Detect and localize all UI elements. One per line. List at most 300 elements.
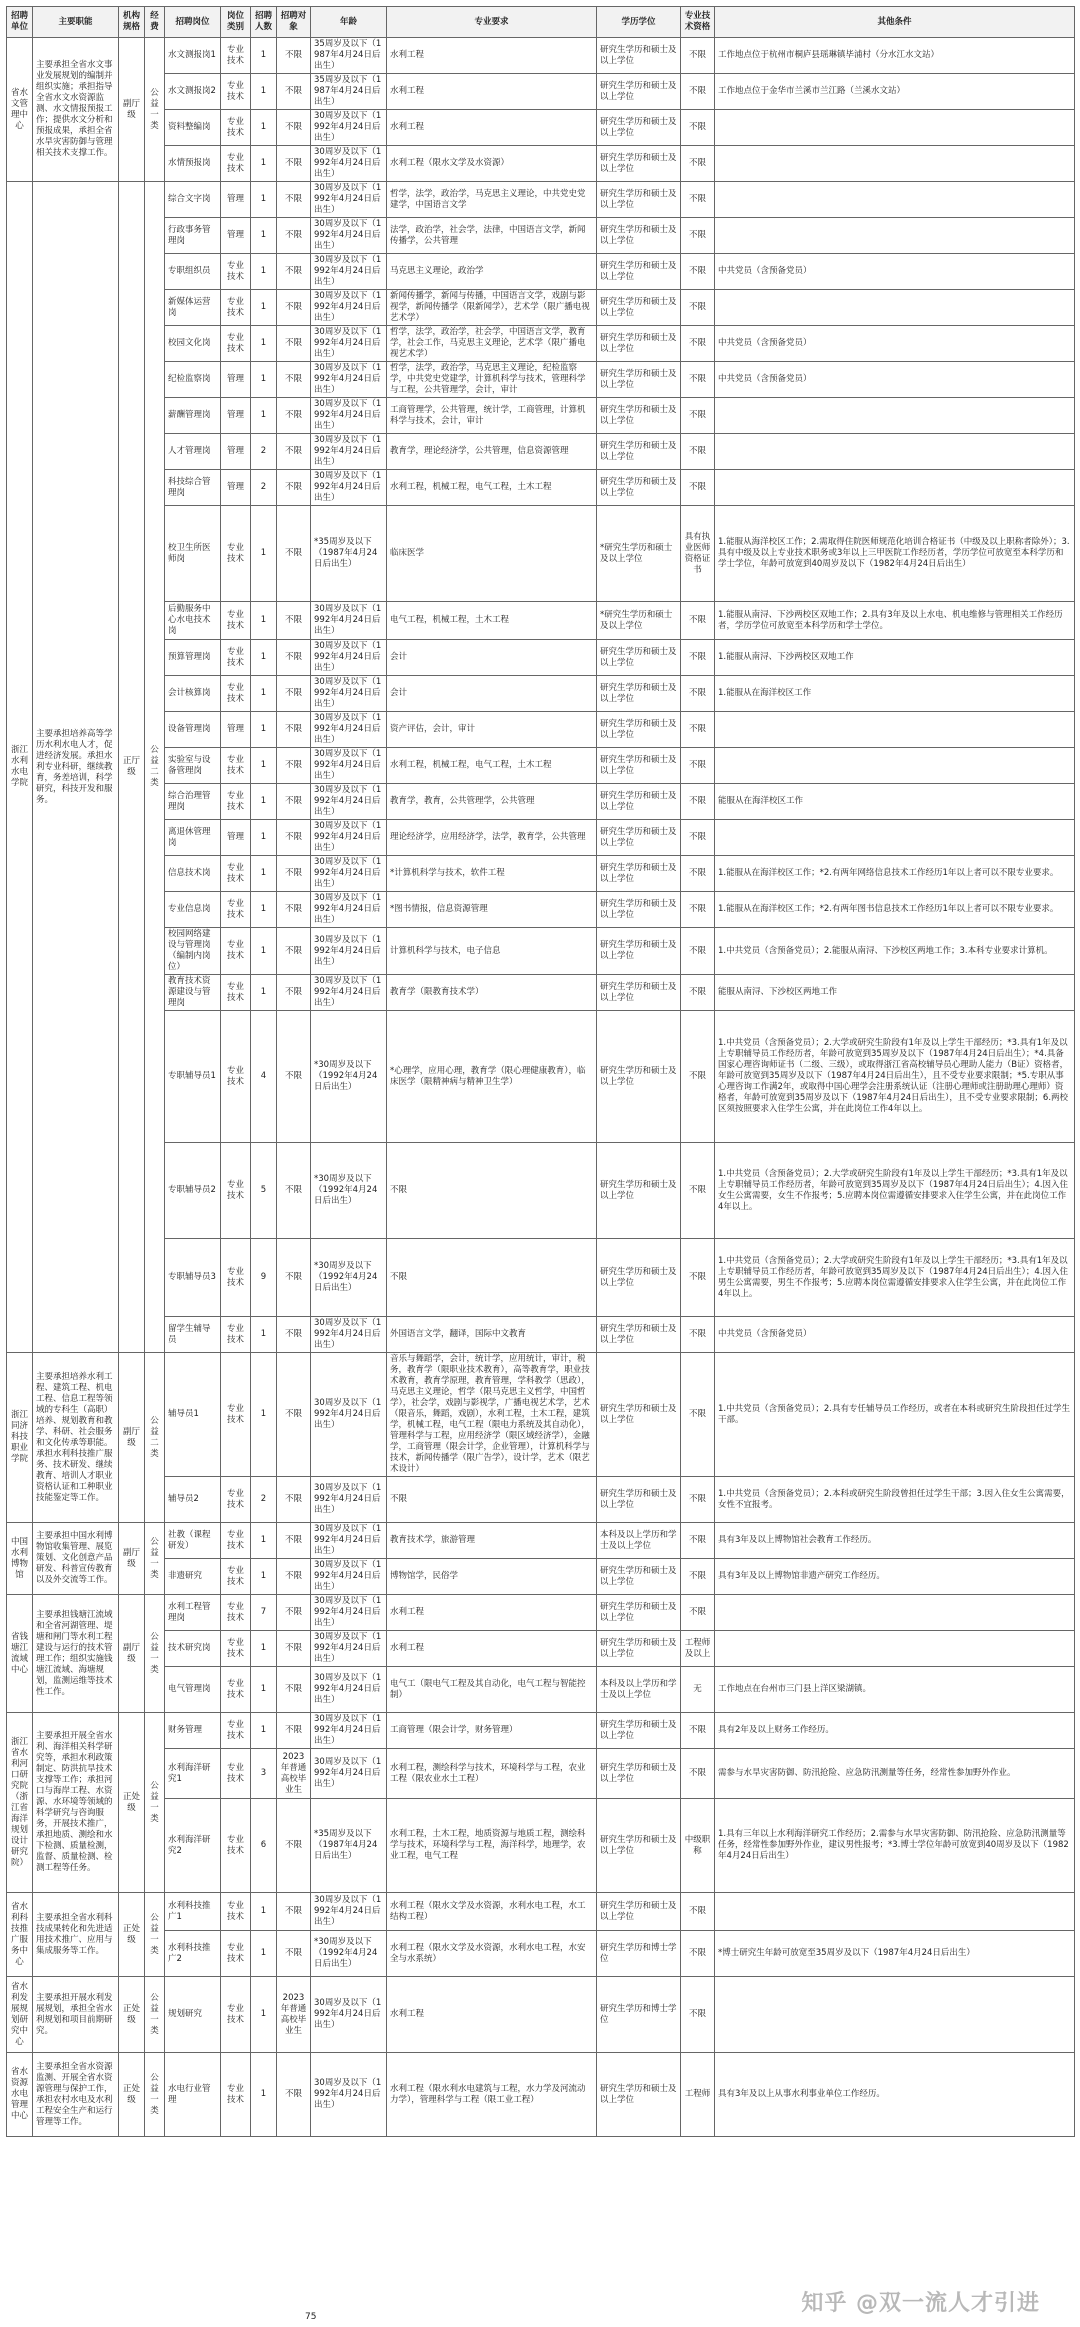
job-qualification: 不限 [681,38,715,74]
job-age: 30周岁及以下（1992年4月24日后出生） [311,2053,387,2137]
job-title: 水利科技推广1 [165,1893,221,1931]
job-age: 30周岁及以下（1992年4月24日后出生） [311,1317,387,1353]
job-count: 1 [251,820,277,856]
job-type: 专业技术 [221,1353,251,1477]
job-other [715,434,1075,470]
job-age: 30周岁及以下（1992年4月24日后出生） [311,1749,387,1799]
job-age: 30周岁及以下（1992年4月24日后出生） [311,1977,387,2053]
job-title: 财务管理 [165,1713,221,1749]
table-row [7,506,1075,602]
table-row [7,38,1075,74]
job-major: 工商管理（限会计学，财务管理） [387,1713,597,1749]
job-target: 不限 [277,928,311,975]
job-education: 研究生学历和硕士及以上学位 [597,784,681,820]
job-education: 研究生学历和硕士及以上学位 [597,362,681,398]
job-title: 辅导员1 [165,1353,221,1477]
watermark: 知乎 @双一流人才引进 [801,2291,1040,2316]
job-other: 工作地点位于杭州市桐庐县瑶琳镇毕浦村（分水江水文站） [715,38,1075,74]
job-count: 1 [251,1631,277,1667]
table-row [7,1977,1075,2053]
job-qualification: 不限 [681,362,715,398]
job-type: 专业技术 [221,38,251,74]
table-row [7,676,1075,712]
job-education: 研究生学历和硕士及以上学位 [597,1239,681,1317]
job-count: 1 [251,712,277,748]
job-major: *心理学，应用心理，教育学（限心理健康教育），临床医学（限精神病与精神卫生学） [387,1011,597,1143]
job-other: 1.能服从在海洋校区工作；*2.有两年网络信息技术工作经历1年以上者可以不限专业要求。 [715,856,1075,892]
job-education: *研究生学历和硕士及以上学位 [597,602,681,640]
job-target: 不限 [277,2053,311,2137]
job-type: 专业技术 [221,748,251,784]
unit-level: 正处级 [119,2053,145,2137]
table-row [7,1595,1075,1631]
job-major: 新闻传播学，新闻与传播，中国语言文学，戏剧与影视学，新闻传播学（限新闻学），艺术学（限广播电视艺术学） [387,290,597,326]
job-type: 专业技术 [221,146,251,182]
job-major: 马克思主义理论，政治学 [387,254,597,290]
unit-name: 浙江省水利河口研究院（浙江省海洋规划设计研究院） [7,1713,33,1893]
table-row [7,1239,1075,1317]
unit-name: 省水资源水电管理中心 [7,2053,33,2137]
job-qualification: 不限 [681,1477,715,1523]
job-education: 研究生学历和硕士及以上学位 [597,1631,681,1667]
job-age: 30周岁及以下（1992年4月24日后出生） [311,712,387,748]
job-age: 30周岁及以下（1992年4月24日后出生） [311,218,387,254]
job-qualification: 工程师 [681,2053,715,2137]
unit-duty: 主要承担培养高等学历水利水电人才，促进经济发展。承担水利专业科研，继续教育，务差培训，科学研究，科技开发和服务。 [33,182,119,1353]
job-qualification: 不限 [681,892,715,928]
unit-duty: 主要承担中国水利博物馆收集管理、展览策划、文化创意产品研发、科普宣传教育以及外交流等工作。 [33,1523,119,1595]
job-title: 社教（课程研发） [165,1523,221,1559]
job-major: 哲学，法学，政治学，社会学，中国语言文学，教育学，社会工作，马克思主义理论，艺术学（限广播电视艺术学） [387,326,597,362]
job-target: 不限 [277,506,311,602]
table-row [7,254,1075,290]
job-count: 1 [251,1893,277,1931]
job-major: 不限 [387,1239,597,1317]
job-education: 研究生学历和硕士及以上学位 [597,928,681,975]
column-header: 招聘对象 [277,7,311,38]
column-header: 专业技术资格 [681,7,715,38]
job-other: 需参与水旱灾害防御、防汛抢险、应急防汛测量等任务，经常性参加野外作业。 [715,1749,1075,1799]
job-age: *35周岁及以下（1987年4月24日后出生） [311,506,387,602]
job-type: 专业技术 [221,1143,251,1239]
job-count: 1 [251,1353,277,1477]
table-row [7,1631,1075,1667]
job-major: 教育学，理论经济学，公共管理，信息资源管理 [387,434,597,470]
job-target: 不限 [277,1239,311,1317]
job-education: 研究生学历和硕士及以上学位 [597,1143,681,1239]
job-target: 不限 [277,1631,311,1667]
job-type: 专业技术 [221,1977,251,2053]
job-qualification: 不限 [681,712,715,748]
job-type: 专业技术 [221,1893,251,1931]
job-title: 校卫生所医师岗 [165,506,221,602]
table-row [7,1893,1075,1931]
job-education: 研究生学历和硕士及以上学位 [597,712,681,748]
job-age: 30周岁及以下（1992年4月24日后出生） [311,1595,387,1631]
job-major: 水利工程（限水文学及水资源） [387,146,597,182]
job-title: 行政事务管理岗 [165,218,221,254]
job-target: 不限 [277,784,311,820]
job-major: *图书情报，信息资源管理 [387,892,597,928]
column-header: 招聘人数 [251,7,277,38]
job-age: 30周岁及以下（1992年4月24日后出生） [311,1523,387,1559]
column-header: 年龄 [311,7,387,38]
table-row [7,290,1075,326]
job-education: 研究生学历和硕士及以上学位 [597,748,681,784]
job-type: 专业技术 [221,975,251,1011]
job-age: *30周岁及以下（1992年4月24日后出生） [311,1239,387,1317]
unit-duty: 主要承担全省水利科技成果转化和先进适用技术推广、应用与集成服务等工作。 [33,1893,119,1977]
job-count: 1 [251,1713,277,1749]
table-row [7,2053,1075,2137]
job-type: 管理 [221,434,251,470]
job-age: 30周岁及以下（1992年4月24日后出生） [311,326,387,362]
unit-duty: 主要承担全省水资源监测、开展全省水资源管理与保护工作，承担农村水电及水利工程安全生产和运行管理等工作。 [33,2053,119,2137]
table-row [7,182,1075,218]
job-target: 不限 [277,290,311,326]
job-major: 水利工程 [387,38,597,74]
job-major: 会计 [387,640,597,676]
unit-level: 正厅级 [119,182,145,1353]
job-education: 研究生学历和硕士及以上学位 [597,182,681,218]
job-major: 水利工程 [387,74,597,110]
job-title: 设备管理岗 [165,712,221,748]
job-education: 研究生学历和硕士及以上学位 [597,856,681,892]
job-type: 专业技术 [221,1317,251,1353]
job-title: 水利工程管理岗 [165,1595,221,1631]
column-header: 招聘岗位 [165,7,221,38]
unit-funding: 公益一类 [145,1523,165,1595]
job-title: 纪检监察岗 [165,362,221,398]
job-other: 1.中共党员（含预备党员）；2.本科或研究生阶段曾担任过学生干部；3.因入住女生公寓需要，女性不宜报考。 [715,1477,1075,1523]
job-qualification: 不限 [681,146,715,182]
job-type: 专业技术 [221,856,251,892]
job-major: 电气工程，机械工程，土木工程 [387,602,597,640]
job-age: 30周岁及以下（1992年4月24日后出生） [311,1353,387,1477]
job-type: 管理 [221,398,251,434]
job-title: 人才管理岗 [165,434,221,470]
job-count: 1 [251,290,277,326]
column-header: 其他条件 [715,7,1075,38]
job-qualification: 不限 [681,110,715,146]
job-other [715,1631,1075,1667]
job-count: 1 [251,1931,277,1977]
unit-funding: 公益二类 [145,182,165,1353]
job-target: 不限 [277,1011,311,1143]
job-title: 薪酬管理岗 [165,398,221,434]
job-count: 6 [251,1799,277,1893]
job-qualification: 不限 [681,1713,715,1749]
job-age: 30周岁及以下（1992年4月24日后出生） [311,640,387,676]
table-row [7,784,1075,820]
job-major: 不限 [387,1143,597,1239]
job-age: 30周岁及以下（1992年4月24日后出生） [311,1631,387,1667]
unit-name: 省水利科技推广服务中心 [7,1893,33,1977]
table-row [7,748,1075,784]
job-education: 研究生学历和硕士及以上学位 [597,676,681,712]
unit-level: 副厅级 [119,1595,145,1713]
job-age: 30周岁及以下（1992年4月24日后出生） [311,398,387,434]
job-target: 不限 [277,975,311,1011]
job-education: 研究生学历和硕士及以上学位 [597,1353,681,1477]
job-count: 5 [251,1143,277,1239]
job-qualification: 具有执业医师资格证书 [681,506,715,602]
recruitment-table [6,6,1075,2137]
unit-funding: 公益一类 [145,1893,165,1977]
job-other [715,470,1075,506]
job-qualification: 不限 [681,1011,715,1143]
job-age: 35周岁及以下（1987年4月24日后出生） [311,74,387,110]
job-major: *计算机科学与技术，软件工程 [387,856,597,892]
job-qualification: 不限 [681,640,715,676]
job-other [715,290,1075,326]
job-major: 不限 [387,1477,597,1523]
job-type: 专业技术 [221,254,251,290]
job-title: 专职组织员 [165,254,221,290]
job-major: 音乐与舞蹈学，会计，统计学，应用统计，审计，税务，教育学（限职业技术教育），高等教育学，职业技术教育，教育学原理，教育管理，学科教学（思政），马克思主义理论，哲学（限马克思主义哲学，中国哲学），社会学，戏剧与影视学，广播电视艺术学，艺术（限音乐，舞蹈，戏剧），水利工程，土木工程，建筑学，机械工程，电气工程（限电力系统及其自动化），管理科学与工程，应用经济学（限区域经济学），金融学，工商管理（限会计学，企业管理），计算机科学与技术，新闻传播学（限广告学），设计学，艺术（限艺术设计） [387,1353,597,1477]
job-age: 30周岁及以下（1992年4月24日后出生） [311,784,387,820]
job-major: 临床医学 [387,506,597,602]
table-row [7,1931,1075,1977]
job-other [715,218,1075,254]
job-other: 具有3年及以上博物馆非遗产研究工作经历。 [715,1559,1075,1595]
table-row [7,434,1075,470]
job-major: 水利工程，机械工程，电气工程，土木工程 [387,470,597,506]
job-other: 中共党员（含预备党员） [715,1317,1075,1353]
job-count: 1 [251,676,277,712]
job-major: 博物馆学，民俗学 [387,1559,597,1595]
job-title: 会计核算岗 [165,676,221,712]
job-type: 专业技术 [221,1713,251,1749]
job-title: 新媒体运营岗 [165,290,221,326]
unit-level: 正处级 [119,1713,145,1893]
table-row [7,640,1075,676]
job-age: 30周岁及以下（1992年4月24日后出生） [311,110,387,146]
job-qualification: 不限 [681,1317,715,1353]
column-header: 岗位类别 [221,7,251,38]
table-row [7,398,1075,434]
job-other: 1.能服从海洋校区工作；2.需取得住院医师规范化培训合格证书（中级及以上职称者除外）；3.具有中级及以上专业技术职务或3年以上三甲医院工作经历者，学历学位可放宽至本科学历和学士学位，年龄可放宽到40周岁及以下（1982年4月24日后出生） [715,506,1075,602]
unit-funding: 公益一类 [145,1595,165,1713]
job-count: 1 [251,892,277,928]
job-target: 不限 [277,1713,311,1749]
job-count: 2 [251,1477,277,1523]
job-other [715,182,1075,218]
job-other: 1.具有三年以上水利海洋研究工作经历；2.需参与水旱灾害防御、防汛抢险、应急防汛测量等任务，经常性参加野外作业，建议男性报考；*3.博士学位年龄可放宽到40周岁及以下（1982年4月24日后出生） [715,1799,1075,1893]
job-title: 辅导员2 [165,1477,221,1523]
job-other [715,1595,1075,1631]
table-row [7,1143,1075,1239]
table-row [7,1317,1075,1353]
job-age: 30周岁及以下（1992年4月24日后出生） [311,290,387,326]
job-other: 1.能服从在海洋校区工作；*2.有两年图书信息技术工作经历1年以上者可以不限专业要求。 [715,892,1075,928]
job-type: 专业技术 [221,290,251,326]
table-row [7,602,1075,640]
job-major: 水利工程，土木工程，地质资源与地质工程，测绘科学与技术，环境科学与工程，海洋科学，地理学，农业工程，电气工程 [387,1799,597,1893]
job-education: 研究生学历和硕士及以上学位 [597,218,681,254]
job-qualification: 不限 [681,1523,715,1559]
unit-name: 浙江水利水电学院 [7,182,33,1353]
job-education: 研究生学历和硕士及以上学位 [597,74,681,110]
job-education: 研究生学历和硕士及以上学位 [597,1317,681,1353]
job-other [715,748,1075,784]
job-other: 1.能服从南浔、下沙两校区双地工作；2.具有3年及以上水电、机电维修与管理相关工作经历者，学历学位可放宽至本科学历和学士学位。 [715,602,1075,640]
job-count: 3 [251,1749,277,1799]
job-education: 研究生学历和硕士及以上学位 [597,38,681,74]
job-age: 30周岁及以下（1992年4月24日后出生） [311,362,387,398]
job-education: 研究生学历和硕士及以上学位 [597,290,681,326]
job-target: 不限 [277,856,311,892]
job-qualification: 不限 [681,74,715,110]
table-row [7,975,1075,1011]
table-row [7,362,1075,398]
job-other: 中共党员（含预备党员） [715,326,1075,362]
table-row [7,1559,1075,1595]
job-target: 不限 [277,218,311,254]
job-count: 1 [251,748,277,784]
job-type: 专业技术 [221,892,251,928]
job-target: 不限 [277,640,311,676]
unit-level: 副厅级 [119,1353,145,1523]
job-type: 专业技术 [221,1749,251,1799]
job-qualification: 不限 [681,856,715,892]
job-target: 不限 [277,74,311,110]
job-major: 水利工程 [387,1977,597,2053]
job-type: 专业技术 [221,1931,251,1977]
job-title: 综合治理管理岗 [165,784,221,820]
job-title: 规划研究 [165,1977,221,2053]
job-count: 1 [251,326,277,362]
job-target: 不限 [277,182,311,218]
job-qualification: 不限 [681,1595,715,1631]
job-qualification: 不限 [681,218,715,254]
job-title: 水利海洋研究2 [165,1799,221,1893]
job-title: 水电行业管理 [165,2053,221,2137]
job-qualification: 不限 [681,602,715,640]
job-other: 1.中共党员（含预备党员）；2.具有专任辅导员工作经历，或者在本科或研究生阶段担任过学生干部。 [715,1353,1075,1477]
column-header: 主要职能 [33,7,119,38]
job-other [715,146,1075,182]
table-row [7,928,1075,975]
job-count: 1 [251,1667,277,1713]
table-row [7,1477,1075,1523]
job-qualification: 不限 [681,1239,715,1317]
column-header: 经费 [145,7,165,38]
job-major: 水利工程，测绘科学与技术，环境科学与工程，农业工程（限农业水土工程） [387,1749,597,1799]
job-type: 专业技术 [221,602,251,640]
job-other: 具有3年及以上博物馆社会教育工作经历。 [715,1523,1075,1559]
table-header [7,7,1075,38]
job-title: 信息技术岗 [165,856,221,892]
job-qualification: 不限 [681,928,715,975]
job-qualification: 不限 [681,1353,715,1477]
job-other [715,398,1075,434]
job-other: *博士研究生年龄可放宽至35周岁及以下（1987年4月24日后出生） [715,1931,1075,1977]
job-age: 30周岁及以下（1992年4月24日后出生） [311,676,387,712]
job-target: 不限 [277,470,311,506]
job-other [715,1893,1075,1931]
job-major: 法学，政治学，社会学，法律，中国语言文学，新闻传播学，公共管理 [387,218,597,254]
job-target: 不限 [277,110,311,146]
table-row [7,326,1075,362]
table-row [7,1667,1075,1713]
job-type: 专业技术 [221,784,251,820]
job-other: 1.中共党员（含预备党员）；2.能服从南浔、下沙校区两地工作；3.本科专业要求计算机。 [715,928,1075,975]
table-row [7,1749,1075,1799]
job-type: 专业技术 [221,1239,251,1317]
job-count: 1 [251,362,277,398]
page-number: 75 [305,2312,317,2322]
job-title: 非遗研究 [165,1559,221,1595]
job-count: 2 [251,434,277,470]
unit-level: 正处级 [119,1977,145,2053]
job-major: 外国语言文学，翻译，国际中文教育 [387,1317,597,1353]
job-qualification: 中级职称 [681,1799,715,1893]
job-qualification: 不限 [681,975,715,1011]
unit-name: 浙江同济科技职业学院 [7,1353,33,1523]
job-age: 30周岁及以下（1992年4月24日后出生） [311,1667,387,1713]
job-qualification: 不限 [681,676,715,712]
job-age: 35周岁及以下（1987年4月24日后出生） [311,38,387,74]
job-count: 1 [251,182,277,218]
job-count: 1 [251,784,277,820]
column-header: 机构规格 [119,7,145,38]
table-row [7,74,1075,110]
job-major: 哲学，法学，政治学，马克思主义理论，纪检监察学，中共党史党建学，计算机科学与技术，管理科学与工程，公共管理学，会计，审计 [387,362,597,398]
job-title: 水文测报岗1 [165,38,221,74]
job-type: 专业技术 [221,1559,251,1595]
job-qualification: 不限 [681,748,715,784]
table-row [7,892,1075,928]
job-type: 专业技术 [221,110,251,146]
job-qualification: 不限 [681,820,715,856]
table-row [7,146,1075,182]
unit-name: 省水文管理中心 [7,38,33,182]
job-target: 不限 [277,676,311,712]
job-major: 教育技术学，旅游管理 [387,1523,597,1559]
job-major: 电气工（限电气工程及其自动化，电气工程与智能控制） [387,1667,597,1713]
job-count: 7 [251,1595,277,1631]
job-title: 水利海洋研究1 [165,1749,221,1799]
job-qualification: 不限 [681,434,715,470]
job-other: 1.中共党员（含预备党员）；2.大学或研究生阶段有1年及以上学生干部经历；*3.具有1年及以上专职辅导员工作经历者，年龄可放宽到35周岁及以下（1987年4月24日后出生）；*4.具备国家心理咨询师证书（二级、三级），或取得浙江省高校辅导员心理助人能力（B证）资格者，年龄可放宽到35周岁及以下（1987年4月24日后出生），且不受专业要求限制；*5.专职从事心理咨询工作满2年，或取得中国心理学会注册系统认证（注册心理师或注册助理心理师）资格者，年龄可放宽到35周岁及以下（1987年4月24日后出生），且不受专业要求限制；6.两校区须按照要求入住学生公寓，并在此岗位工作4年以上。 [715,1011,1075,1143]
job-education: 研究生学历和硕士及以上学位 [597,1595,681,1631]
job-target: 不限 [277,748,311,784]
job-qualification: 不限 [681,1893,715,1931]
job-qualification: 不限 [681,290,715,326]
job-education: 研究生学历和硕士及以上学位 [597,1893,681,1931]
job-education: 研究生学历和硕士及以上学位 [597,1749,681,1799]
job-title: 专业信息岗 [165,892,221,928]
unit-duty: 主要承担培养水利工程、建筑工程、机电工程、信息工程等领域的专科生（高职）培养、规划教育和教学、科研、社会服务和文化传承等职能。承担水利科技推广服务、技术研发、继续教育、培训人才职业资格认证和工种职业技能鉴定等工作。 [33,1353,119,1523]
job-target: 2023年普通高校毕业生 [277,1977,311,2053]
job-qualification: 不限 [681,1749,715,1799]
job-count: 1 [251,856,277,892]
job-title: 水情预报岗 [165,146,221,182]
job-age: 30周岁及以下（1992年4月24日后出生） [311,434,387,470]
job-qualification: 不限 [681,470,715,506]
job-target: 不限 [277,326,311,362]
table-row [7,712,1075,748]
unit-name: 中国水利博物馆 [7,1523,33,1595]
job-major: 水利工程 [387,1595,597,1631]
job-count: 1 [251,1317,277,1353]
table-row [7,110,1075,146]
job-education: 研究生学历和硕士及以上学位 [597,434,681,470]
job-count: 1 [251,398,277,434]
unit-level: 副厅级 [119,1523,145,1595]
table-row [7,1353,1075,1477]
